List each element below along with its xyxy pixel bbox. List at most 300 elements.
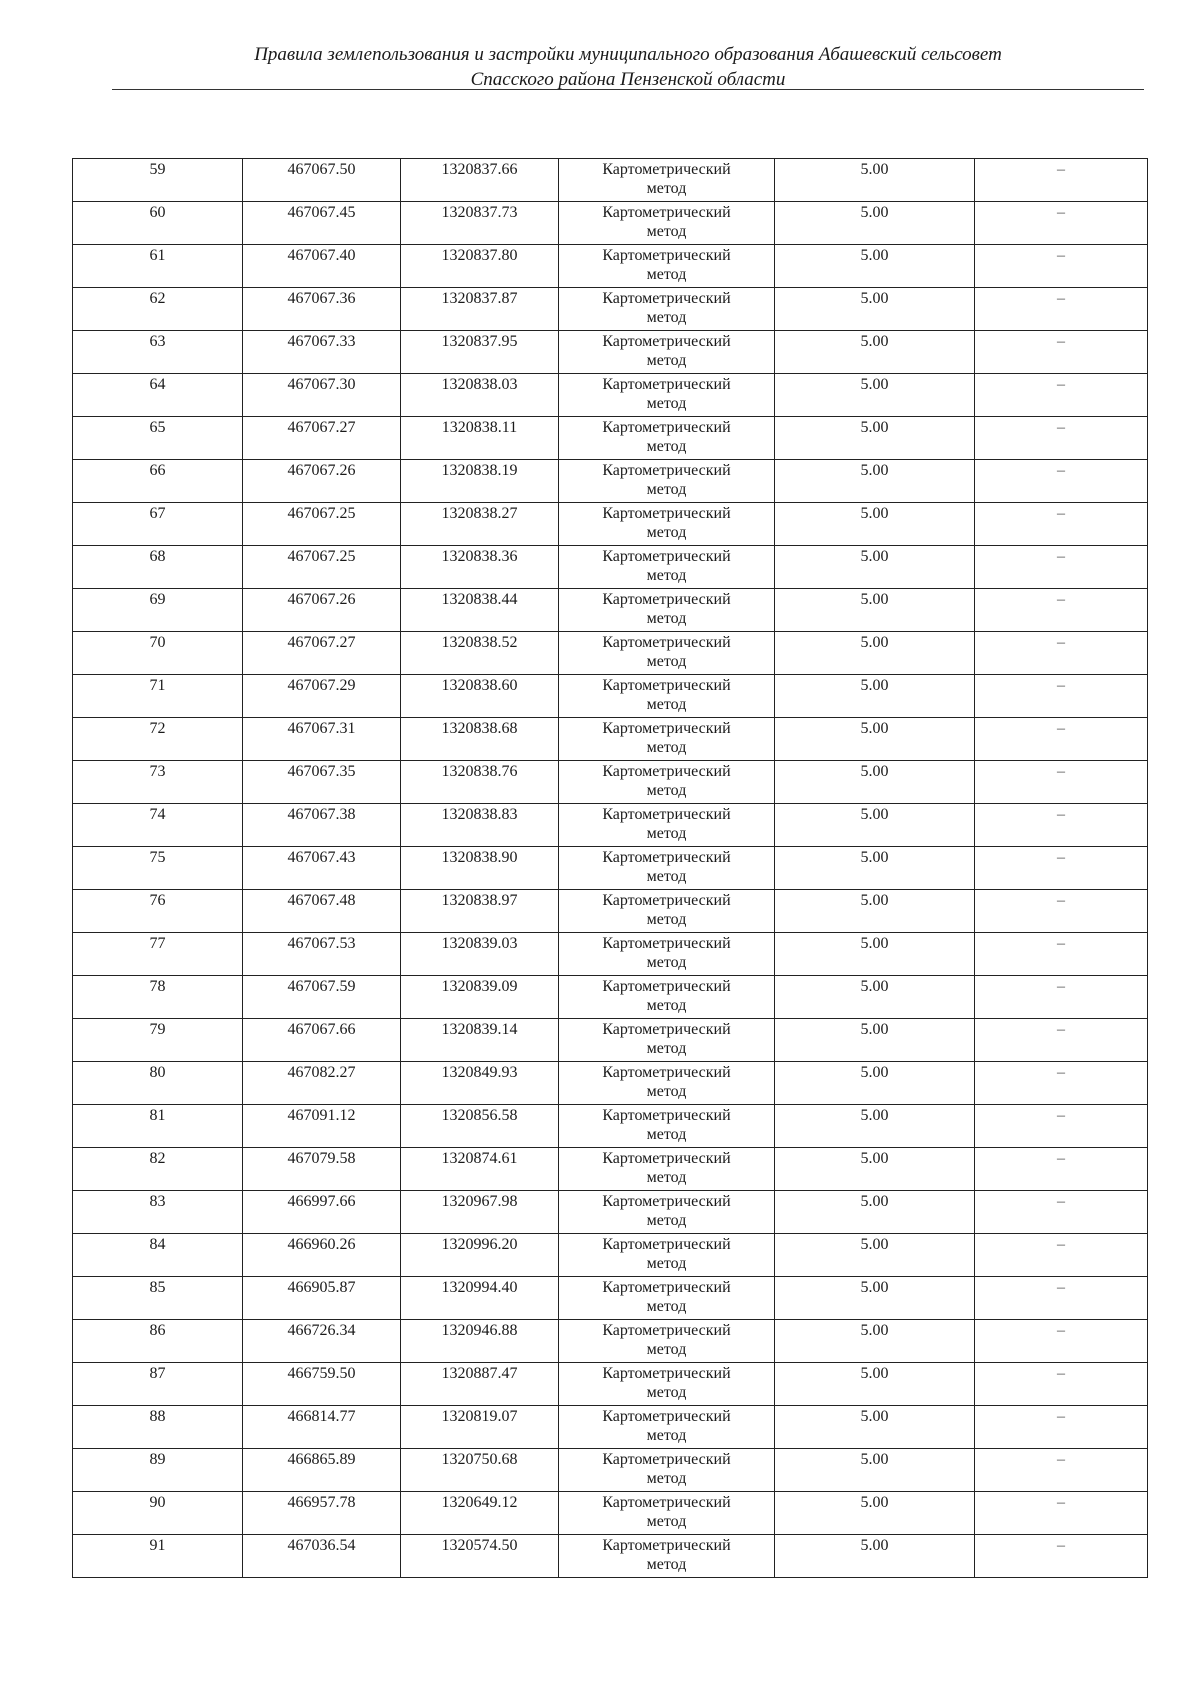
table-row bbox=[73, 1449, 1148, 1492]
x-coordinate-cell: 467067.53 bbox=[243, 933, 401, 976]
accuracy-cell: 5.00 bbox=[775, 761, 975, 804]
note-cell: – bbox=[975, 718, 1148, 761]
point-number-cell: 74 bbox=[73, 804, 243, 847]
accuracy-cell: 5.00 bbox=[775, 1363, 975, 1406]
method-cell bbox=[559, 1449, 775, 1492]
accuracy-cell: 5.00 bbox=[775, 675, 975, 718]
header-line-2: Спасского района Пензенской области bbox=[470, 69, 786, 90]
y-coordinate-cell: 1320838.11 bbox=[401, 417, 559, 460]
method-line-2: метод bbox=[646, 739, 687, 756]
y-coordinate-cell: 1320967.98 bbox=[401, 1191, 559, 1234]
table-row bbox=[73, 1492, 1148, 1535]
y-coordinate-cell: 1320838.52 bbox=[401, 632, 559, 675]
point-number-cell: 77 bbox=[73, 933, 243, 976]
method-line-1: Картометрический bbox=[602, 935, 731, 952]
point-number-cell: 60 bbox=[73, 202, 243, 245]
note-cell: – bbox=[975, 331, 1148, 374]
method-cell bbox=[559, 1019, 775, 1062]
accuracy-cell: 5.00 bbox=[775, 245, 975, 288]
x-coordinate-cell: 467091.12 bbox=[243, 1105, 401, 1148]
x-coordinate-cell: 467067.59 bbox=[243, 976, 401, 1019]
note-cell: – bbox=[975, 417, 1148, 460]
table-row bbox=[73, 847, 1148, 890]
method-line-1: Картометрический bbox=[602, 1537, 731, 1554]
point-number-cell: 67 bbox=[73, 503, 243, 546]
note-cell: – bbox=[975, 503, 1148, 546]
method-line-2: метод bbox=[646, 1427, 687, 1444]
note-cell: – bbox=[975, 1062, 1148, 1105]
x-coordinate-cell: 466960.26 bbox=[243, 1234, 401, 1277]
method-line-1: Картометрический bbox=[602, 1451, 731, 1468]
method-cell bbox=[559, 202, 775, 245]
method-line-2: метод bbox=[646, 1212, 687, 1229]
x-coordinate-cell: 467067.26 bbox=[243, 460, 401, 503]
x-coordinate-cell: 467067.25 bbox=[243, 503, 401, 546]
y-coordinate-cell: 1320838.36 bbox=[401, 546, 559, 589]
x-coordinate-cell: 467067.26 bbox=[243, 589, 401, 632]
accuracy-cell: 5.00 bbox=[775, 1492, 975, 1535]
y-coordinate-cell: 1320838.76 bbox=[401, 761, 559, 804]
accuracy-cell: 5.00 bbox=[775, 632, 975, 675]
y-coordinate-cell: 1320837.66 bbox=[401, 159, 559, 202]
method-line-2: метод bbox=[646, 1556, 687, 1573]
method-cell bbox=[559, 417, 775, 460]
x-coordinate-cell: 467067.31 bbox=[243, 718, 401, 761]
x-coordinate-cell: 467067.35 bbox=[243, 761, 401, 804]
document-header bbox=[112, 42, 1144, 92]
x-coordinate-cell: 467067.30 bbox=[243, 374, 401, 417]
y-coordinate-cell: 1320838.44 bbox=[401, 589, 559, 632]
y-coordinate-cell: 1320837.80 bbox=[401, 245, 559, 288]
table-row bbox=[73, 804, 1148, 847]
method-line-1: Картометрический bbox=[602, 806, 731, 823]
method-line-2: метод bbox=[646, 911, 687, 928]
method-line-1: Картометрический bbox=[602, 720, 731, 737]
note-cell: – bbox=[975, 632, 1148, 675]
y-coordinate-cell: 1320838.60 bbox=[401, 675, 559, 718]
method-line-2: метод bbox=[646, 825, 687, 842]
y-coordinate-cell: 1320839.03 bbox=[401, 933, 559, 976]
y-coordinate-cell: 1320996.20 bbox=[401, 1234, 559, 1277]
note-cell: – bbox=[975, 1492, 1148, 1535]
accuracy-cell: 5.00 bbox=[775, 159, 975, 202]
method-cell bbox=[559, 675, 775, 718]
header-line-1: Правила землепользования и застройки муниципального образования Абашевский сельсовет bbox=[254, 44, 1002, 65]
y-coordinate-cell: 1320837.87 bbox=[401, 288, 559, 331]
accuracy-cell: 5.00 bbox=[775, 1449, 975, 1492]
accuracy-cell: 5.00 bbox=[775, 1320, 975, 1363]
method-line-2: метод bbox=[646, 610, 687, 627]
y-coordinate-cell: 1320838.03 bbox=[401, 374, 559, 417]
point-number-cell: 66 bbox=[73, 460, 243, 503]
method-cell bbox=[559, 718, 775, 761]
point-number-cell: 73 bbox=[73, 761, 243, 804]
point-number-cell: 86 bbox=[73, 1320, 243, 1363]
table-row bbox=[73, 1105, 1148, 1148]
point-number-cell: 78 bbox=[73, 976, 243, 1019]
point-number-cell: 72 bbox=[73, 718, 243, 761]
point-number-cell: 64 bbox=[73, 374, 243, 417]
point-number-cell: 82 bbox=[73, 1148, 243, 1191]
point-number-cell: 61 bbox=[73, 245, 243, 288]
accuracy-cell: 5.00 bbox=[775, 933, 975, 976]
x-coordinate-cell: 466865.89 bbox=[243, 1449, 401, 1492]
method-line-2: метод bbox=[646, 395, 687, 412]
method-line-2: метод bbox=[646, 1255, 687, 1272]
accuracy-cell: 5.00 bbox=[775, 417, 975, 460]
method-line-1: Картометрический bbox=[602, 591, 731, 608]
accuracy-cell: 5.00 bbox=[775, 288, 975, 331]
table-row bbox=[73, 933, 1148, 976]
y-coordinate-cell: 1320838.19 bbox=[401, 460, 559, 503]
point-number-cell: 84 bbox=[73, 1234, 243, 1277]
method-line-2: метод bbox=[646, 438, 687, 455]
x-coordinate-cell: 466957.78 bbox=[243, 1492, 401, 1535]
note-cell: – bbox=[975, 245, 1148, 288]
method-line-1: Картометрический bbox=[602, 978, 731, 995]
note-cell: – bbox=[975, 1406, 1148, 1449]
table-row bbox=[73, 417, 1148, 460]
method-cell bbox=[559, 460, 775, 503]
method-line-2: метод bbox=[646, 309, 687, 326]
x-coordinate-cell: 466759.50 bbox=[243, 1363, 401, 1406]
method-line-2: метод bbox=[646, 352, 687, 369]
accuracy-cell: 5.00 bbox=[775, 331, 975, 374]
method-line-2: метод bbox=[646, 223, 687, 240]
method-cell bbox=[559, 331, 775, 374]
table-row bbox=[73, 503, 1148, 546]
method-cell bbox=[559, 761, 775, 804]
point-number-cell: 68 bbox=[73, 546, 243, 589]
x-coordinate-cell: 467067.38 bbox=[243, 804, 401, 847]
method-line-1: Картометрический bbox=[602, 677, 731, 694]
y-coordinate-cell: 1320838.90 bbox=[401, 847, 559, 890]
point-number-cell: 70 bbox=[73, 632, 243, 675]
table-row bbox=[73, 159, 1148, 202]
accuracy-cell: 5.00 bbox=[775, 1062, 975, 1105]
accuracy-cell: 5.00 bbox=[775, 202, 975, 245]
note-cell: – bbox=[975, 804, 1148, 847]
table-row bbox=[73, 546, 1148, 589]
x-coordinate-cell: 467067.50 bbox=[243, 159, 401, 202]
point-number-cell: 76 bbox=[73, 890, 243, 933]
x-coordinate-cell: 467067.66 bbox=[243, 1019, 401, 1062]
y-coordinate-cell: 1320839.09 bbox=[401, 976, 559, 1019]
point-number-cell: 91 bbox=[73, 1535, 243, 1578]
table-row bbox=[73, 1320, 1148, 1363]
method-line-1: Картометрический bbox=[602, 1365, 731, 1382]
header-rule bbox=[112, 89, 1144, 90]
accuracy-cell: 5.00 bbox=[775, 374, 975, 417]
method-cell bbox=[559, 933, 775, 976]
method-line-2: метод bbox=[646, 1341, 687, 1358]
accuracy-cell: 5.00 bbox=[775, 1105, 975, 1148]
accuracy-cell: 5.00 bbox=[775, 546, 975, 589]
method-line-1: Картометрический bbox=[602, 376, 731, 393]
point-number-cell: 81 bbox=[73, 1105, 243, 1148]
table-row bbox=[73, 1019, 1148, 1062]
method-line-2: метод bbox=[646, 1126, 687, 1143]
method-line-2: метод bbox=[646, 1298, 687, 1315]
method-line-1: Картометрический bbox=[602, 634, 731, 651]
note-cell: – bbox=[975, 546, 1148, 589]
accuracy-cell: 5.00 bbox=[775, 847, 975, 890]
point-number-cell: 59 bbox=[73, 159, 243, 202]
note-cell: – bbox=[975, 976, 1148, 1019]
method-line-2: метод bbox=[646, 954, 687, 971]
table-row bbox=[73, 1191, 1148, 1234]
x-coordinate-cell: 466726.34 bbox=[243, 1320, 401, 1363]
note-cell: – bbox=[975, 933, 1148, 976]
y-coordinate-cell: 1320838.97 bbox=[401, 890, 559, 933]
note-cell: – bbox=[975, 847, 1148, 890]
note-cell: – bbox=[975, 1191, 1148, 1234]
accuracy-cell: 5.00 bbox=[775, 1191, 975, 1234]
note-cell: – bbox=[975, 1449, 1148, 1492]
y-coordinate-cell: 1320874.61 bbox=[401, 1148, 559, 1191]
method-cell bbox=[559, 1320, 775, 1363]
note-cell: – bbox=[975, 1019, 1148, 1062]
note-cell: – bbox=[975, 675, 1148, 718]
coordinates-table-body bbox=[73, 159, 1148, 1578]
method-line-2: метод bbox=[646, 1470, 687, 1487]
table-row bbox=[73, 1277, 1148, 1320]
note-cell: – bbox=[975, 1363, 1148, 1406]
table-row bbox=[73, 202, 1148, 245]
table-row bbox=[73, 1234, 1148, 1277]
x-coordinate-cell: 466814.77 bbox=[243, 1406, 401, 1449]
accuracy-cell: 5.00 bbox=[775, 503, 975, 546]
method-line-2: метод bbox=[646, 696, 687, 713]
method-line-1: Картометрический bbox=[602, 1494, 731, 1511]
note-cell: – bbox=[975, 374, 1148, 417]
method-cell bbox=[559, 1105, 775, 1148]
method-line-1: Картометрический bbox=[602, 1322, 731, 1339]
y-coordinate-cell: 1320649.12 bbox=[401, 1492, 559, 1535]
method-line-1: Картометрический bbox=[602, 462, 731, 479]
x-coordinate-cell: 467036.54 bbox=[243, 1535, 401, 1578]
point-number-cell: 83 bbox=[73, 1191, 243, 1234]
x-coordinate-cell: 467067.33 bbox=[243, 331, 401, 374]
accuracy-cell: 5.00 bbox=[775, 1148, 975, 1191]
method-cell bbox=[559, 374, 775, 417]
x-coordinate-cell: 467067.48 bbox=[243, 890, 401, 933]
method-line-2: метод bbox=[646, 180, 687, 197]
note-cell: – bbox=[975, 1105, 1148, 1148]
method-cell bbox=[559, 1406, 775, 1449]
method-cell bbox=[559, 1277, 775, 1320]
note-cell: – bbox=[975, 761, 1148, 804]
method-cell bbox=[559, 1363, 775, 1406]
table-row bbox=[73, 1148, 1148, 1191]
y-coordinate-cell: 1320838.27 bbox=[401, 503, 559, 546]
y-coordinate-cell: 1320838.68 bbox=[401, 718, 559, 761]
method-line-1: Картометрический bbox=[602, 849, 731, 866]
accuracy-cell: 5.00 bbox=[775, 976, 975, 1019]
accuracy-cell: 5.00 bbox=[775, 1234, 975, 1277]
point-number-cell: 69 bbox=[73, 589, 243, 632]
coordinates-table bbox=[72, 158, 1148, 1578]
table-row bbox=[73, 890, 1148, 933]
point-number-cell: 75 bbox=[73, 847, 243, 890]
y-coordinate-cell: 1320837.95 bbox=[401, 331, 559, 374]
method-line-1: Картометрический bbox=[602, 419, 731, 436]
point-number-cell: 88 bbox=[73, 1406, 243, 1449]
accuracy-cell: 5.00 bbox=[775, 890, 975, 933]
accuracy-cell: 5.00 bbox=[775, 1406, 975, 1449]
table-row bbox=[73, 460, 1148, 503]
method-line-1: Картометрический bbox=[602, 1150, 731, 1167]
method-cell bbox=[559, 1191, 775, 1234]
x-coordinate-cell: 467067.27 bbox=[243, 632, 401, 675]
table-row bbox=[73, 761, 1148, 804]
table-row bbox=[73, 374, 1148, 417]
accuracy-cell: 5.00 bbox=[775, 589, 975, 632]
accuracy-cell: 5.00 bbox=[775, 718, 975, 761]
x-coordinate-cell: 467067.36 bbox=[243, 288, 401, 331]
x-coordinate-cell: 467082.27 bbox=[243, 1062, 401, 1105]
method-cell bbox=[559, 804, 775, 847]
method-line-1: Картометрический bbox=[602, 763, 731, 780]
method-line-1: Картометрический bbox=[602, 505, 731, 522]
method-line-1: Картометрический bbox=[602, 204, 731, 221]
x-coordinate-cell: 467067.27 bbox=[243, 417, 401, 460]
table-row bbox=[73, 1406, 1148, 1449]
method-cell bbox=[559, 546, 775, 589]
method-line-1: Картометрический bbox=[602, 1021, 731, 1038]
point-number-cell: 62 bbox=[73, 288, 243, 331]
x-coordinate-cell: 466997.66 bbox=[243, 1191, 401, 1234]
note-cell: – bbox=[975, 1234, 1148, 1277]
note-cell: – bbox=[975, 288, 1148, 331]
table-row bbox=[73, 245, 1148, 288]
y-coordinate-cell: 1320574.50 bbox=[401, 1535, 559, 1578]
x-coordinate-cell: 467067.45 bbox=[243, 202, 401, 245]
note-cell: – bbox=[975, 1535, 1148, 1578]
y-coordinate-cell: 1320819.07 bbox=[401, 1406, 559, 1449]
method-cell bbox=[559, 1062, 775, 1105]
method-cell bbox=[559, 159, 775, 202]
method-line-2: метод bbox=[646, 653, 687, 670]
table-row bbox=[73, 1363, 1148, 1406]
method-cell bbox=[559, 847, 775, 890]
table-row bbox=[73, 976, 1148, 1019]
point-number-cell: 90 bbox=[73, 1492, 243, 1535]
method-line-1: Картометрический bbox=[602, 1236, 731, 1253]
y-coordinate-cell: 1320946.88 bbox=[401, 1320, 559, 1363]
point-number-cell: 89 bbox=[73, 1449, 243, 1492]
method-line-2: метод bbox=[646, 1513, 687, 1530]
method-line-1: Картометрический bbox=[602, 548, 731, 565]
note-cell: – bbox=[975, 1320, 1148, 1363]
method-line-2: метод bbox=[646, 1384, 687, 1401]
point-number-cell: 71 bbox=[73, 675, 243, 718]
method-cell bbox=[559, 632, 775, 675]
method-line-1: Картометрический bbox=[602, 1408, 731, 1425]
table-row bbox=[73, 718, 1148, 761]
method-line-1: Картометрический bbox=[602, 161, 731, 178]
method-cell bbox=[559, 890, 775, 933]
method-line-1: Картометрический bbox=[602, 1064, 731, 1081]
x-coordinate-cell: 466905.87 bbox=[243, 1277, 401, 1320]
point-number-cell: 63 bbox=[73, 331, 243, 374]
method-line-2: метод bbox=[646, 266, 687, 283]
method-line-1: Картометрический bbox=[602, 290, 731, 307]
table-row bbox=[73, 589, 1148, 632]
accuracy-cell: 5.00 bbox=[775, 1277, 975, 1320]
method-line-1: Картометрический bbox=[602, 333, 731, 350]
point-number-cell: 85 bbox=[73, 1277, 243, 1320]
method-line-1: Картометрический bbox=[602, 1193, 731, 1210]
table-row bbox=[73, 1062, 1148, 1105]
table-row bbox=[73, 1535, 1148, 1578]
method-line-2: метод bbox=[646, 1083, 687, 1100]
method-cell bbox=[559, 1535, 775, 1578]
y-coordinate-cell: 1320837.73 bbox=[401, 202, 559, 245]
note-cell: – bbox=[975, 890, 1148, 933]
method-line-2: метод bbox=[646, 1040, 687, 1057]
method-line-1: Картометрический bbox=[602, 892, 731, 909]
method-line-1: Картометрический bbox=[602, 1107, 731, 1124]
x-coordinate-cell: 467067.25 bbox=[243, 546, 401, 589]
y-coordinate-cell: 1320856.58 bbox=[401, 1105, 559, 1148]
accuracy-cell: 5.00 bbox=[775, 1019, 975, 1062]
note-cell: – bbox=[975, 159, 1148, 202]
point-number-cell: 87 bbox=[73, 1363, 243, 1406]
y-coordinate-cell: 1320849.93 bbox=[401, 1062, 559, 1105]
y-coordinate-cell: 1320839.14 bbox=[401, 1019, 559, 1062]
point-number-cell: 79 bbox=[73, 1019, 243, 1062]
x-coordinate-cell: 467067.29 bbox=[243, 675, 401, 718]
method-line-2: метод bbox=[646, 1169, 687, 1186]
table-row bbox=[73, 675, 1148, 718]
method-line-2: метод bbox=[646, 782, 687, 799]
point-number-cell: 65 bbox=[73, 417, 243, 460]
method-cell bbox=[559, 245, 775, 288]
accuracy-cell: 5.00 bbox=[775, 1535, 975, 1578]
x-coordinate-cell: 467067.43 bbox=[243, 847, 401, 890]
y-coordinate-cell: 1320994.40 bbox=[401, 1277, 559, 1320]
note-cell: – bbox=[975, 1277, 1148, 1320]
method-line-1: Картометрический bbox=[602, 247, 731, 264]
method-cell bbox=[559, 589, 775, 632]
method-cell bbox=[559, 1492, 775, 1535]
note-cell: – bbox=[975, 589, 1148, 632]
method-line-2: метод bbox=[646, 868, 687, 885]
method-line-2: метод bbox=[646, 567, 687, 584]
method-cell bbox=[559, 976, 775, 1019]
method-cell bbox=[559, 1148, 775, 1191]
table-row bbox=[73, 288, 1148, 331]
note-cell: – bbox=[975, 202, 1148, 245]
method-line-2: метод bbox=[646, 997, 687, 1014]
note-cell: – bbox=[975, 1148, 1148, 1191]
note-cell: – bbox=[975, 460, 1148, 503]
table-row bbox=[73, 331, 1148, 374]
x-coordinate-cell: 467079.58 bbox=[243, 1148, 401, 1191]
y-coordinate-cell: 1320750.68 bbox=[401, 1449, 559, 1492]
method-line-2: метод bbox=[646, 524, 687, 541]
method-cell bbox=[559, 1234, 775, 1277]
x-coordinate-cell: 467067.40 bbox=[243, 245, 401, 288]
method-cell bbox=[559, 288, 775, 331]
method-line-1: Картометрический bbox=[602, 1279, 731, 1296]
table-row bbox=[73, 632, 1148, 675]
point-number-cell: 80 bbox=[73, 1062, 243, 1105]
accuracy-cell: 5.00 bbox=[775, 804, 975, 847]
y-coordinate-cell: 1320887.47 bbox=[401, 1363, 559, 1406]
y-coordinate-cell: 1320838.83 bbox=[401, 804, 559, 847]
